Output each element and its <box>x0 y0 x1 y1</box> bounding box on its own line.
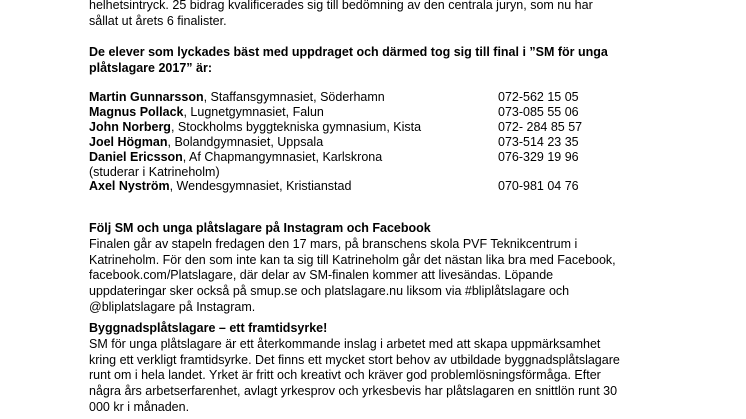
finalist-row <box>89 105 689 120</box>
finalist-phone: 072- 284 85 57 <box>498 120 583 134</box>
follow-line: facebook.com/Platslagare, där delar av SM-finalen kommer att livesändas. Löpande <box>89 268 554 283</box>
finalist-phone: 076-329 19 96 <box>498 150 579 164</box>
finalist-row <box>89 90 689 105</box>
heading-line: plåtslagare 2017” är: <box>89 60 212 75</box>
finalist-name: Martin Gunnarsson <box>89 90 204 104</box>
heading-line: De elever som lyckades bäst med uppdraget och därmed tog sig till final i ”SM för unga <box>89 45 608 59</box>
finalist-phone: 073-514 23 35 <box>498 135 579 149</box>
follow-line: Finalen går av stapeln fredagen den 17 mars, på branschens skola PVF Teknikcentrum i <box>89 236 578 251</box>
finalist-phone: 073-085 55 06 <box>498 105 579 119</box>
finalist-row <box>89 179 689 194</box>
finalist-school: , Wendesgymnasiet, Kristianstad <box>169 179 352 193</box>
finalist-phone: 070-981 04 76 <box>498 179 579 193</box>
finalist-name: John Norberg <box>89 120 171 134</box>
finalist-school: , Staffansgymnasiet, Söderhamn <box>203 90 385 104</box>
finalist-name: Axel Nyström <box>89 179 170 193</box>
future-line: runt om i hela landet. Yrket är fritt och kreativt och kräver god problemlösningsförmåga. Efter <box>89 368 601 383</box>
future-line: 000 kr i månaden. <box>89 399 190 414</box>
intro-line: sållat ut årets 6 finalister. <box>89 13 227 28</box>
follow-line: Katrineholm. För den som inte kan ta sig till Katrineholm går det nästan lika bra med Facebook, <box>89 252 616 267</box>
follow-line: uppdateringar sker också på smup.se och platslagare.nu liksom via #bliplåtslagare och <box>89 284 570 299</box>
intro-line: helhetsintryck. 25 bidrag kvalificerades sig till bedömning av den centrala juryn, som nu har <box>89 0 593 12</box>
finalist-row <box>89 135 689 150</box>
finalist-phone: 072-562 15 05 <box>498 90 579 104</box>
future-line: SM för unga plåtslagare är ett återkommande inslag i arbetet med att skapa uppmärksamhet <box>89 336 601 351</box>
finalist-note: (studerar i Katrineholm) <box>89 165 220 179</box>
finalist-school: , Stockholms byggtekniska gymnasium, Kista <box>170 120 422 134</box>
finalist-name: Joel Högman <box>89 135 168 149</box>
follow-heading: Följ SM och unga plåtslagare på Instagram och Facebook <box>89 221 431 235</box>
finalist-row <box>89 120 689 135</box>
follow-line: @bliplatslagare på Instagram. <box>89 299 256 314</box>
finalist-school: , Bolandgymnasiet, Uppsala <box>167 135 324 149</box>
future-line: kring ett verkligt framtidsyrke. Det finns ett mycket stort behov av utbildade byggnadsplåtslagare <box>89 352 620 367</box>
future-heading: Byggnadsplåtslagare – ett framtidsyrke! <box>89 321 328 335</box>
future-line: några års arbetserfarenhet, avlagt yrkesprov och yrkesbevis har plåtslagaren en snittlön runt 30 <box>89 384 618 399</box>
finalist-school: , Af Chapmangymnasiet, Karlskrona <box>182 150 383 164</box>
finalist-school: , Lugnetgymnasiet, Falun <box>183 105 324 119</box>
finalists-heading <box>89 45 649 77</box>
finalist-name: Daniel Ericsson <box>89 150 183 164</box>
intro-paragraph <box>89 0 649 30</box>
finalist-row <box>89 150 689 165</box>
finalist-name: Magnus Pollack <box>89 105 184 119</box>
follow-section <box>89 221 649 316</box>
future-section <box>89 321 649 416</box>
